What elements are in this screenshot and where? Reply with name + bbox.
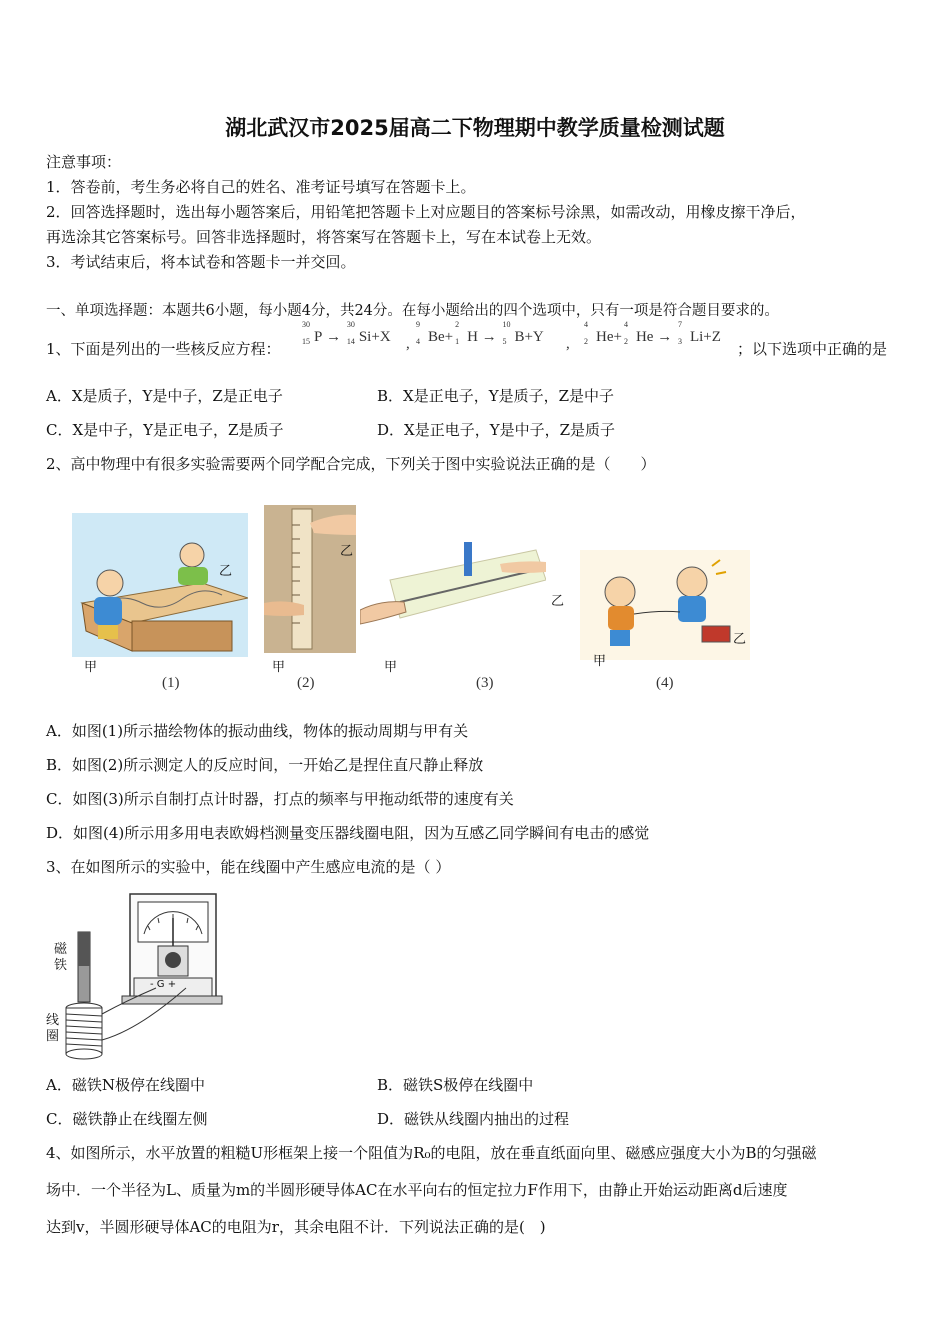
q1-equation-1: 30 15 P → 30 14 Si+X	[302, 320, 391, 346]
q1-option-c: C．X是中子，Y是正电子，Z是质子	[46, 421, 284, 439]
fig2-label-yi: 乙	[340, 544, 354, 559]
notice-item-2: 2．回答选择题时，选出每小题答案后，用铅笔把答题卡上对应题目的答案标号涂黑，如需改动，用橡皮擦干净后，	[46, 203, 806, 221]
q3-label-meter: - G +	[150, 979, 177, 990]
fig1-number: (1)	[162, 675, 180, 691]
q2-option-b: B．如图(2)所示测定人的反应时间，一开始乙是捏住直尺静止释放	[46, 756, 484, 774]
q4-line-3: 达到v，半圆形硬导体AC的电阻为r，其余电阻不计．下列说法正确的是( )	[46, 1218, 546, 1236]
page-title: 湖北武汉市2025届高二下物理期中教学质量检测试题	[225, 116, 725, 140]
fig3-number: (3)	[476, 675, 494, 691]
q2-figure-3	[360, 540, 546, 650]
fig4-number: (4)	[656, 675, 674, 691]
q1-stem-end: ；以下选项中正确的是	[737, 340, 888, 358]
q3-option-b: B．磁铁S极停在线圈中	[377, 1076, 534, 1094]
q3-option-d: D．磁铁从线圈内抽出的过程	[377, 1110, 570, 1128]
q1-option-d: D．X是正电子，Y是中子，Z是质子	[377, 421, 616, 439]
fig1-label-jia: 甲	[84, 660, 98, 675]
notice-item-2-cont: 再选涂其它答案标号。回答非选择题时，将答案写在答题卡上，写在本试卷上无效。	[46, 228, 602, 246]
q2-option-c: C．如图(3)所示自制打点计时器，打点的频率与甲拖动纸带的速度有关	[46, 790, 514, 808]
fig3-label-jia: 甲	[384, 660, 398, 675]
fig4-label-yi: 乙	[733, 632, 747, 647]
fig2-label-jia: 甲	[272, 660, 286, 675]
q3-label-magnet: 磁铁	[54, 942, 68, 973]
q1-option-b: B．X是正电子，Y是质子，Z是中子	[377, 387, 615, 405]
q1-comma-2: ,	[566, 336, 570, 352]
q3-label-coil: 线圈	[46, 1013, 60, 1044]
q4-line-1: 4、如图所示，水平放置的粗糙U形框架上接一个阻值为R₀的电阻，放在垂直纸面向里、磁感应强度大小为B的匀强磁	[46, 1144, 817, 1162]
fig1-label-yi: 乙	[219, 564, 233, 579]
notice-heading: 注意事项：	[46, 153, 122, 171]
q2-figure-4	[580, 550, 750, 660]
fig3-label-yi: 乙	[551, 594, 565, 609]
notice-item-1: 1．答卷前，考生务必将自己的姓名、准考证号填写在答题卡上。	[46, 178, 476, 196]
q1-stem-start: 1、下面是列出的一些核反应方程：	[46, 340, 281, 358]
q2-stem: 2、高中物理中有很多实验需要两个同学配合完成，下列关于图中实验说法正确的是（ ）	[46, 455, 656, 473]
q1-option-a: A．X是质子，Y是中子，Z是正电子	[46, 387, 283, 405]
q2-option-d: D．如图(4)所示用多用电表欧姆档测量变压器线圈电阻，因为互感乙同学瞬间有电击的感觉	[46, 824, 650, 842]
q2-figure-1	[72, 513, 248, 657]
q1-equation-2: 9 4 Be+ 2 1 H → 10 5 B+Y	[416, 320, 544, 346]
fig2-number: (2)	[297, 675, 315, 691]
fig4-label-jia: 甲	[593, 654, 607, 669]
q3-stem: 3、在如图所示的实验中，能在线圈中产生感应电流的是（ ）	[46, 858, 451, 876]
q1-comma-1: ,	[406, 336, 410, 352]
q3-figure-galvanometer	[48, 890, 228, 1062]
section-heading: 一、单项选择题：本题共6小题，每小题4分，共24分。在每小题给出的四个选项中，只有一项是符合题目要求的。	[46, 303, 779, 319]
q1-equation-3: 4 2 He+ 4 2 He → 7 3 Li+Z	[584, 320, 721, 346]
q2-option-a: A．如图(1)所示描绘物体的振动曲线，物体的振动周期与甲有关	[46, 722, 469, 740]
notice-item-3: 3．考试结束后，将本试卷和答题卡一并交回。	[46, 253, 356, 271]
q4-line-2: 场中．一个半径为L、质量为m的半圆形硬导体AC在水平向右的恒定拉力F作用下，由静止开始运动距离d后速度	[46, 1181, 788, 1199]
q2-figure-2	[264, 505, 356, 653]
q3-option-a: A．磁铁N极停在线圈中	[46, 1076, 205, 1094]
q3-option-c: C．磁铁静止在线圈左侧	[46, 1110, 208, 1128]
